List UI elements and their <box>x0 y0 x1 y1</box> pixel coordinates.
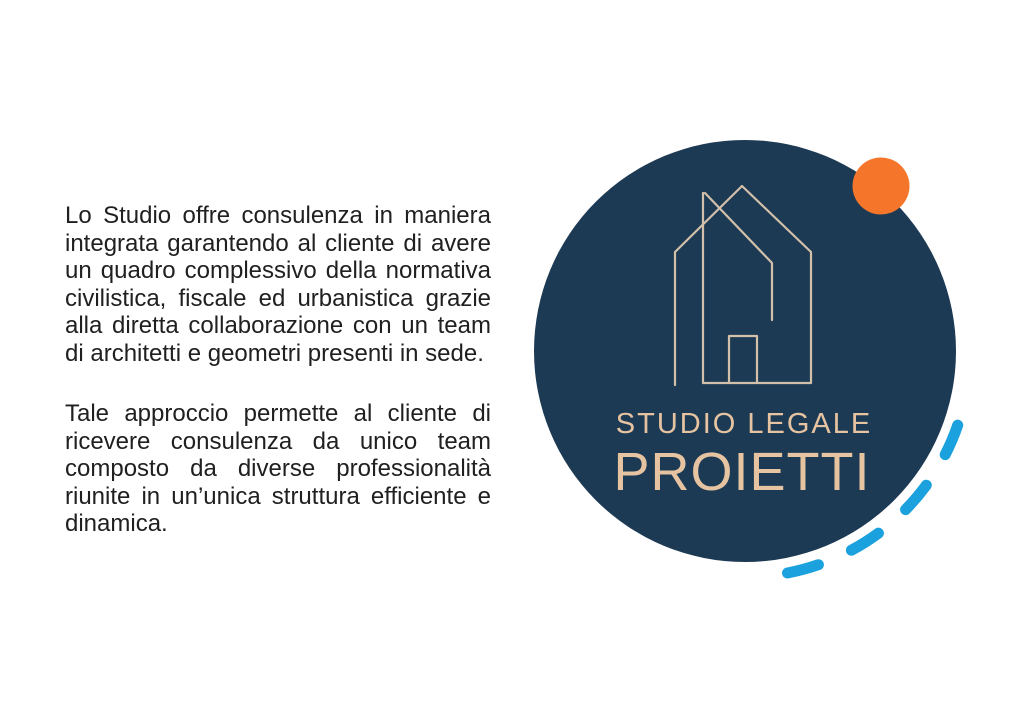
logo-title-line1: STUDIO LEGALE <box>615 408 873 440</box>
text-line: alla diretta collaborazione con un team <box>65 312 491 339</box>
text-line: ricevere consulenza da unico team <box>65 427 491 455</box>
text-line: dinamica. <box>65 510 168 537</box>
text-line: civilistica, fiscale ed urbanistica grazie <box>65 284 491 312</box>
text-line: integrata garantendo al cliente di avere <box>65 229 491 257</box>
paragraph-2 <box>65 400 491 538</box>
orange-dot-icon <box>853 158 910 215</box>
paragraph-1 <box>65 202 491 367</box>
text-line: composto da diverse professionalità <box>65 455 491 482</box>
text-line: Tale approccio permette al cliente di <box>65 400 491 427</box>
text-line: riunite in un’unica struttura efficiente e <box>65 482 491 510</box>
text-line: un quadro complessivo della normativa <box>65 257 491 284</box>
studio-legale-proietti-logo <box>525 115 975 605</box>
logo-title-line2: PROIETTI <box>613 442 871 502</box>
text-line: di architetti e geometri presenti in sede. <box>65 339 484 367</box>
text-line: Lo Studio offre consulenza in maniera <box>65 202 491 229</box>
